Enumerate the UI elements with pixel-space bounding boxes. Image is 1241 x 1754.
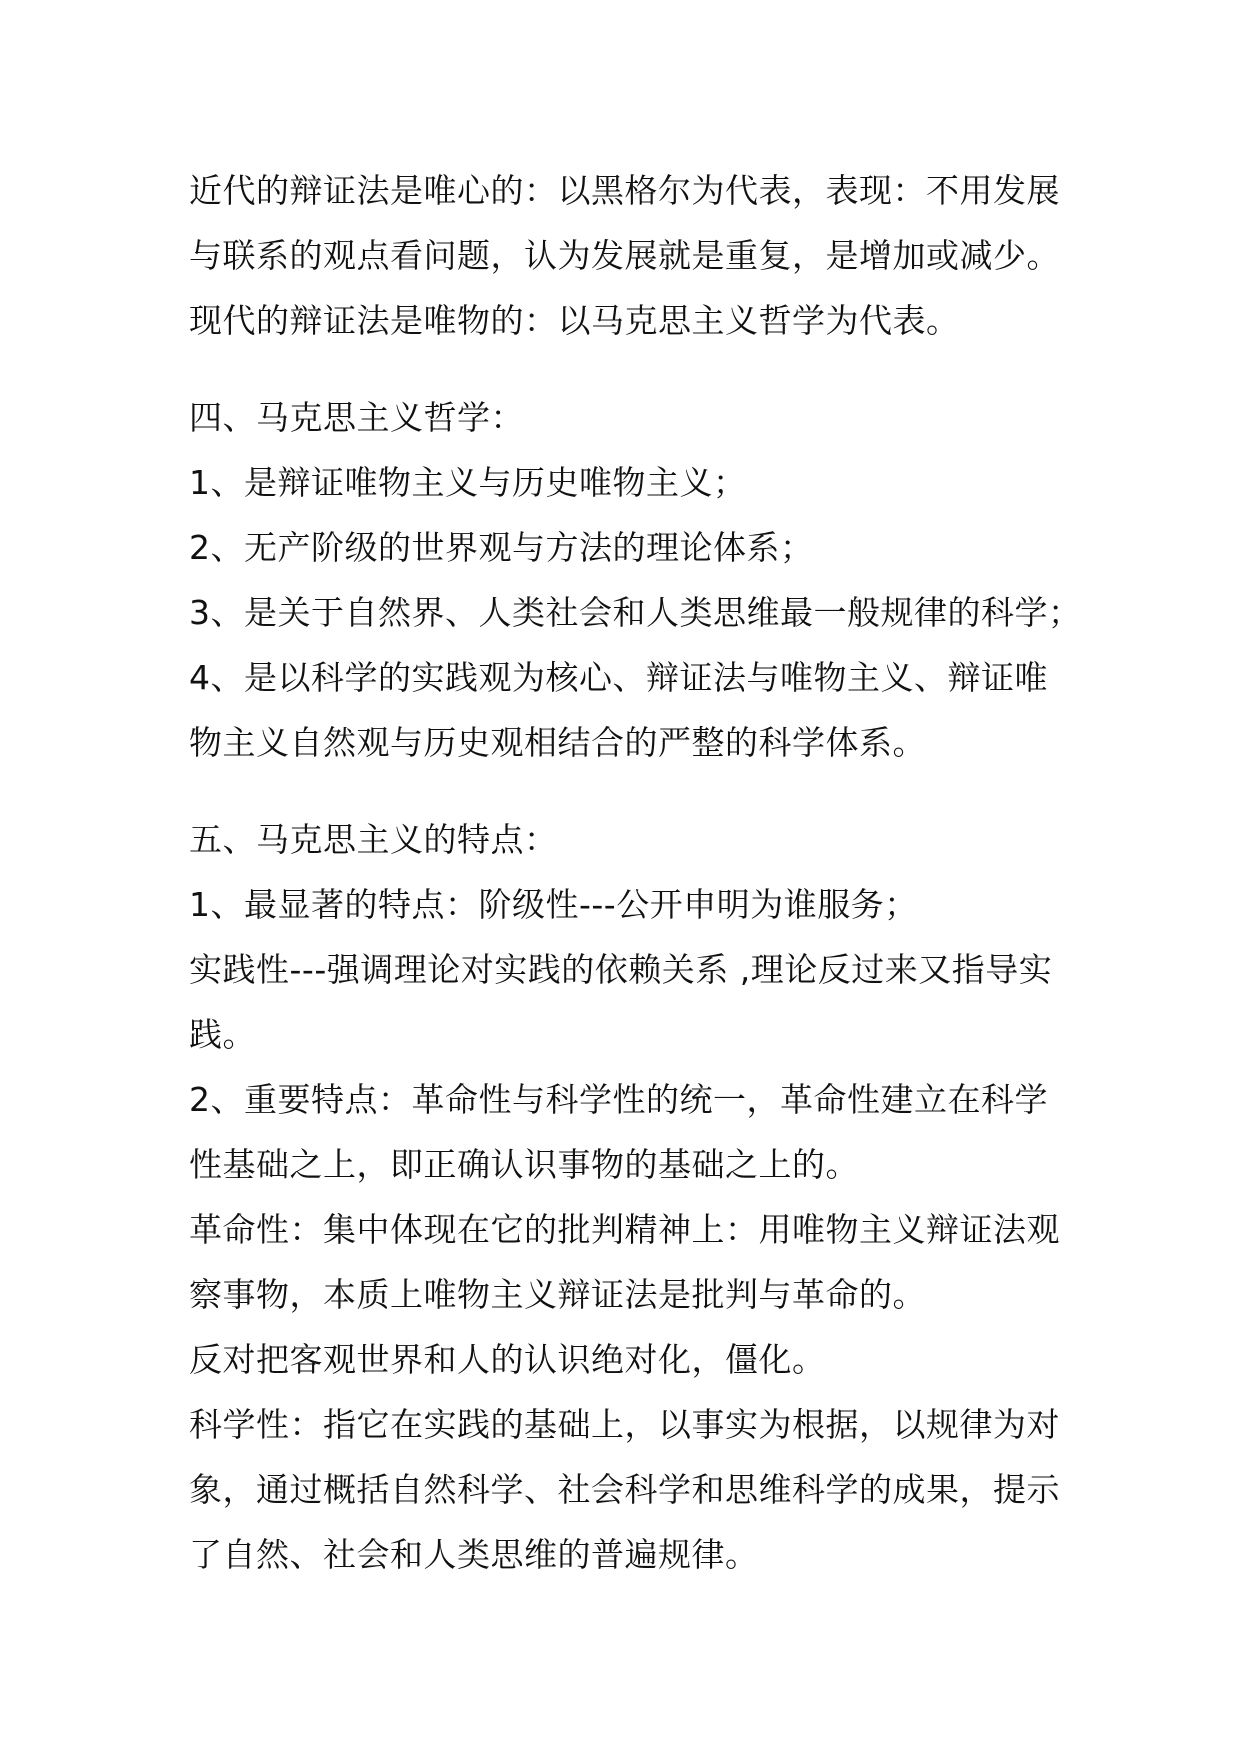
- paragraph-line: 反对把客观世界和人的认识绝对化，僵化。: [189, 1340, 826, 1379]
- list-item: 3、是关于自然界、人类社会和人类思维最一般规律的科学；: [189, 593, 1082, 632]
- paragraph-line: 近代的辩证法是唯心的：以黑格尔为代表，表现：不用发展: [189, 171, 1060, 210]
- paragraph-line: 实践性---强调理论对实践的依赖关系 ,理论反过来又指导实: [189, 950, 1053, 989]
- document-body: [189, 158, 1082, 1587]
- paragraph-line: 革命性：集中体现在它的批判精神上：用唯物主义辩证法观: [189, 1210, 1060, 1249]
- paragraph-line: 践。: [189, 1015, 256, 1054]
- paragraph-line: 了自然、社会和人类思维的普遍规律。: [189, 1535, 759, 1574]
- list-item-continuation: 性基础之上，即正确认识事物的基础之上的。: [189, 1145, 859, 1184]
- paragraph-line: 现代的辩证法是唯物的：以马克思主义哲学为代表。: [189, 301, 960, 340]
- paragraph-line: 察事物，本质上唯物主义辩证法是批判与革命的。: [189, 1275, 926, 1314]
- list-item: 1、最显著的特点：阶级性---公开申明为谁服务；: [189, 885, 918, 924]
- paragraph-line: 与联系的观点看问题，认为发展就是重复，是增加或减少。: [189, 236, 1060, 275]
- list-item-continuation: 物主义自然观与历史观相结合的严整的科学体系。: [189, 723, 926, 762]
- list-item: 2、无产阶级的世界观与方法的理论体系；: [189, 528, 814, 567]
- paragraph-spacer: [189, 775, 1059, 807]
- list-item: 4、是以科学的实践观为核心、辩证法与唯物主义、辩证唯: [189, 658, 1048, 697]
- list-item: 2、重要特点：革命性与科学性的统一，革命性建立在科学: [189, 1080, 1048, 1119]
- paragraph-line: 科学性：指它在实践的基础上，以事实为根据，以规律为对: [189, 1405, 1060, 1444]
- paragraph-spacer: [189, 353, 1059, 385]
- section-heading-marxist-philosophy: 四、马克思主义哲学：: [189, 398, 524, 437]
- paragraph-line: 象，通过概括自然科学、社会科学和思维科学的成果，提示: [189, 1470, 1060, 1509]
- section-heading-marxism-features: 五、马克思主义的特点：: [189, 820, 558, 859]
- list-item: 1、是辩证唯物主义与历史唯物主义；: [189, 463, 747, 502]
